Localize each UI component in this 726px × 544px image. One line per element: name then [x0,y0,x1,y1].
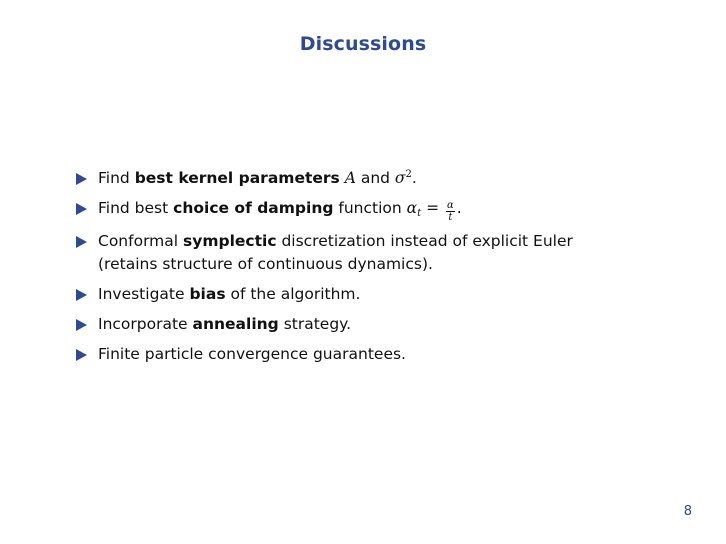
bullet-item-damping-function [76,197,676,223]
emphasis-text: bias [189,285,226,303]
fraction-numerator: α [446,200,454,211]
bullet-item-kernel-parameters [76,167,676,190]
emphasis-text: choice of damping [173,199,334,217]
bullet-list [76,167,676,373]
slide-title: Discussions [299,33,427,55]
bullet-item-symplectic-discretization [76,230,676,276]
text: Find [98,169,135,187]
text: and [355,169,395,187]
text: of the algorithm. [225,285,361,303]
page-number: 8 [683,504,692,519]
text: Incorporate [98,315,193,333]
triangle-right-icon [76,349,87,361]
math-fraction [446,200,455,223]
triangle-right-icon [76,236,87,248]
triangle-right-icon [76,289,87,301]
bullet-line [98,230,676,253]
math-symbol: A [344,169,356,187]
bullet-line-continuation: (retains structure of continuous dynamics). [98,255,433,273]
fraction-denominator: t [448,212,453,223]
triangle-right-icon [76,203,87,215]
text: strategy. [278,315,352,333]
text: Conformal [98,232,184,250]
text: function [333,199,407,217]
text: Investigate [98,285,190,303]
triangle-right-icon [76,173,87,185]
triangle-right-icon [76,319,87,331]
emphasis-text: symplectic [183,232,277,250]
math-symbol: α [406,199,418,217]
emphasis-text: annealing [192,315,279,333]
text: Find best [98,199,174,217]
text: Finite particle convergence guarantees. [98,345,406,363]
math-subscript: t [417,208,422,219]
math-operator: = [421,199,444,217]
text: . [411,169,417,187]
text: discretization instead of explicit Euler [276,232,573,250]
bullet-item-annealing [76,313,676,336]
math-symbol: σ [394,169,406,187]
emphasis-text: best kernel parameters [134,169,340,187]
bullet-item-convergence [76,343,676,366]
math-superscript: 2 [405,169,412,180]
bullet-item-bias [76,283,676,306]
text: . [456,199,462,217]
